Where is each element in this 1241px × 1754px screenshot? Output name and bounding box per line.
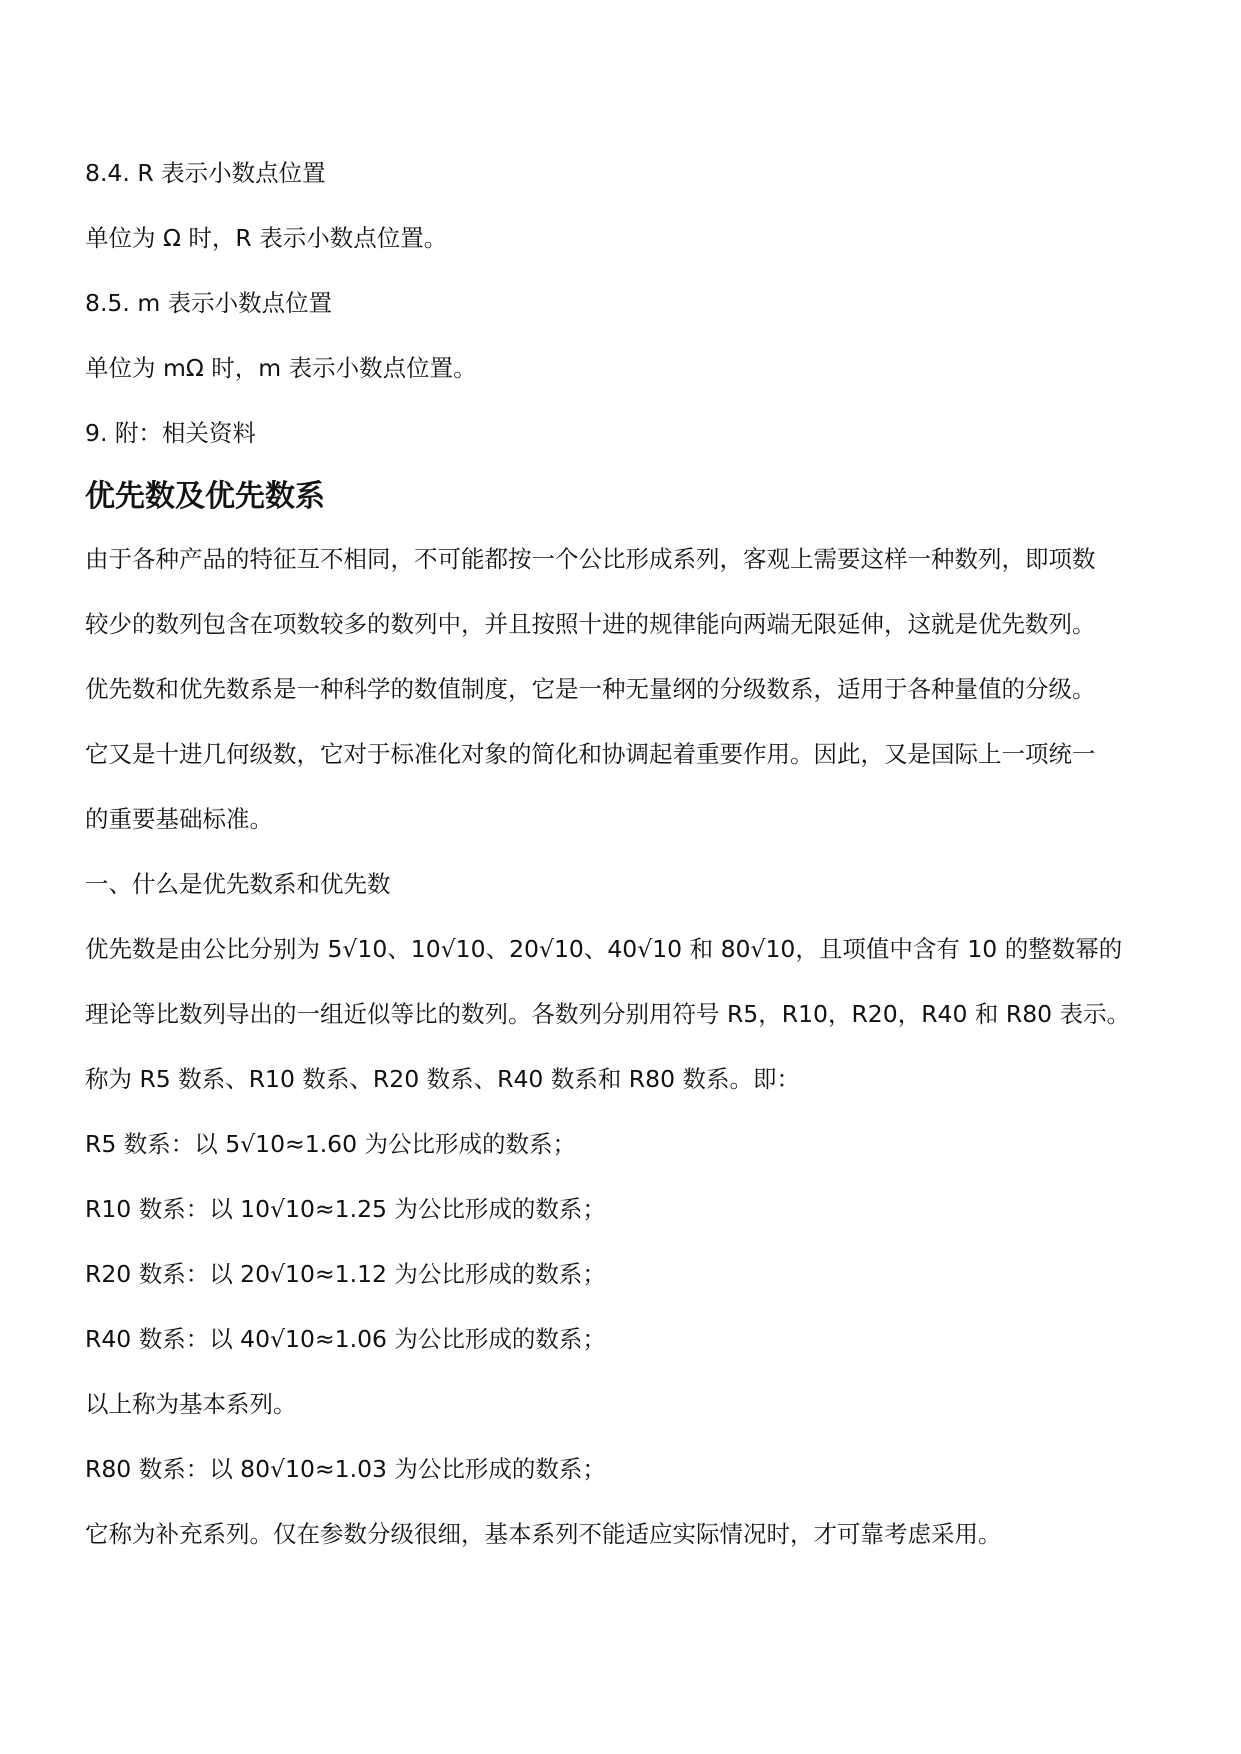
section-8-4-title: 8.4. R 表示小数点位置 (85, 159, 326, 187)
series-r40-line: R40 数系：以 40√10≈1.06 为公比形成的数系； (85, 1325, 606, 1353)
basic-series-note: 以上称为基本系列。 (85, 1390, 297, 1418)
paragraph-line: 较少的数列包含在项数较多的数列中，并且按照十进的规律能向两端无限延伸，这就是优先数列。 (85, 610, 1096, 638)
series-r5-line: R5 数系：以 5√10≈1.60 为公比形成的数系； (85, 1130, 577, 1158)
document-body (85, 158, 1175, 1584)
section-8-5-title: 8.5. m 表示小数点位置 (85, 289, 333, 317)
section-8-5-text: 单位为 mΩ 时，m 表示小数点位置。 (85, 354, 477, 382)
section-9-title: 9. 附：相关资料 (85, 419, 256, 447)
paragraph-line: 理论等比数列导出的一组近似等比的数列。各数列分别用符号 R5，R10，R20，R40 和 R80 表示。 (85, 1000, 1131, 1028)
subsection-title: 一、什么是优先数系和优先数 (85, 870, 391, 898)
paragraph-line: 的重要基础标准。 (85, 805, 273, 833)
paragraph-line: 称为 R5 数系、R10 数系、R20 数系、R40 数系和 R80 数系。即： (85, 1065, 800, 1093)
paragraph-line: 优先数和优先数系是一种科学的数值制度，它是一种无量纲的分级数系，适用于各种量值的分级。 (85, 675, 1096, 703)
page-heading: 优先数及优先数系 (85, 479, 325, 514)
series-r80-line: R80 数系：以 80√10≈1.03 为公比形成的数系； (85, 1455, 606, 1483)
series-r20-line: R20 数系：以 20√10≈1.12 为公比形成的数系； (85, 1260, 606, 1288)
section-8-4-text: 单位为 Ω 时，R 表示小数点位置。 (85, 224, 448, 252)
paragraph-line: 优先数是由公比分别为 5√10、10√10、20√10、40√10 和 80√10，且项值中含有 10 的整数幂的 (85, 935, 1123, 963)
series-r10-line: R10 数系：以 10√10≈1.25 为公比形成的数系； (85, 1195, 606, 1223)
paragraph-line: 由于各种产品的特征互不相同，不可能都按一个公比形成系列，客观上需要这样一种数列，即项数 (85, 545, 1096, 573)
supplementary-series-note: 它称为补充系列。仅在参数分级很细，基本系列不能适应实际情况时，才可靠考虑采用。 (85, 1520, 1002, 1548)
paragraph-line: 它又是十进几何级数，它对于标准化对象的简化和协调起着重要作用。因此，又是国际上一项统一 (85, 740, 1096, 768)
